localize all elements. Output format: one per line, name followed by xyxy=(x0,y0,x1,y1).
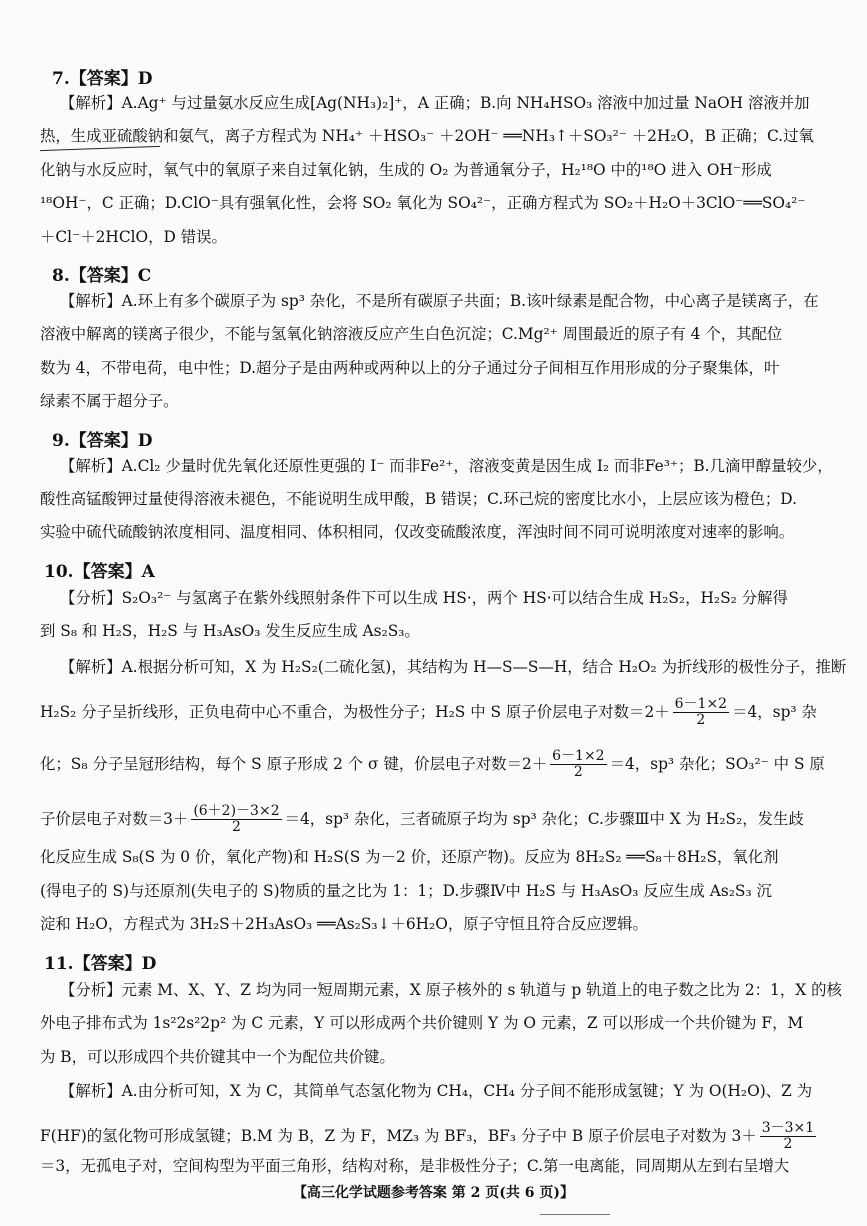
q7-answer-heading: 7.【答案】D xyxy=(52,69,153,89)
fraction-4: $\frac{3-3\times 1}{2}$ xyxy=(761,1120,815,1153)
q7-line-2: 热，生成亚硫酸钠和氨气，离子方程式为 NH₄⁺ ＋HSO₃⁻ ＋2OH⁻ ══NH₃↑＋SO₃²⁻ ＋2H₂O，B 正确；C.过氧 xyxy=(40,127,814,145)
q8-line-3: 数为 4，不带电荷，电中性；D.超分子是由两种或两种以上的分子通过分子间相互作用形成的分子聚集体，叶 xyxy=(40,359,780,377)
q10-explain-line-7: 淀和 H₂O，方程式为 3H₂S＋2H₃AsO₃ ══As₂S₃↓＋6H₂O，原子守恒且符合反应逻辑。 xyxy=(40,915,648,933)
q7-line-4: ¹⁸OH⁻，C 正确；D.ClO⁻具有强氧化性，会将 SO₂ 氧化为 SO₄²⁻，正确方程式为 SO₂＋H₂O＋3ClO⁻══SO₄²⁻ xyxy=(40,194,806,212)
q10-answer-heading: 10.【答案】A xyxy=(44,562,155,582)
q10-analysis-line-1: 【分析】S₂O₃²⁻ 与氢离子在紫外线照射条件下可以生成 HS·，两个 HS·可以结合生成 H₂S₂，H₂S₂ 分解得 xyxy=(60,589,788,607)
q11-analysis-line-2: 外电子排布式为 1s²2s²2p² 为 C 元素，Y 可以形成两个共价键则 Y 为 O 元素，Z 可以形成一个共价键为 F，M xyxy=(40,1014,804,1032)
q11-explain-line-3: ＝3，无孤电子对，空间构型为平面三角形，结构对称，是非极性分子；C.第一电离能，同周期从左到右呈增大 xyxy=(40,1157,790,1175)
fraction-3: $\frac{(6+2)-3\times 2}{2}$ xyxy=(193,803,280,836)
q8-answer-heading: 8.【答案】C xyxy=(52,266,152,286)
q10-analysis-line-2: 到 S₈ 和 H₂S，H₂S 与 H₃AsO₃ 发生反应生成 As₂S₃。 xyxy=(40,622,420,640)
pen-underline-mark xyxy=(40,146,160,151)
q8-line-1: 【解析】A.环上有多个碳原子为 sp³ 杂化，不是所有碳原子共面；B.该叶绿素是配合物，中心离子是镁离子，在 xyxy=(60,292,819,310)
q11-analysis-line-3: 为 B，可以形成四个共价键其中一个为配位共价键。 xyxy=(40,1048,395,1066)
q10-explain-line-5: 化反应生成 S₈(S 为 0 价，氧化产物)和 H₂S(S 为－2 价，还原产物)。反应为 8H₂S₂ ══S₈＋8H₂S，氧化剂 xyxy=(40,848,779,866)
q9-answer-heading: 9.【答案】D xyxy=(52,431,153,451)
q8-line-4: 绿素不属于超分子。 xyxy=(40,392,179,410)
q8-line-2: 溶液中解离的镁离子很少，不能与氢氧化钠溶液反应产生白色沉淀；C.Mg²⁺ 周围最近的原子有 4 个，其配位 xyxy=(40,325,783,343)
q11-explain-line-2: F(HF)的氢化物可形成氢键；B.M 为 B，Z 为 F，MZ₃ 为 BF₃，BF₃ 分子中 B 原子价层电子对数为 3＋ $\frac{3-3\times 1}{2}$ xyxy=(40,1120,815,1153)
q10-explain-line-2: H₂S₂ 分子呈折线形，正负电荷中心不重合，为极性分子；H₂S 中 S 原子价层电子对数＝2＋ $\frac{6-1\times 2}{2}$ ＝4，sp³ 杂 xyxy=(40,696,817,729)
fraction-1: $\frac{6-1\times 2}{2}$ xyxy=(674,696,728,729)
q9-line-3: 实验中硫代硫酸钠浓度相同、温度相同、体积相同，仅改变硫酸浓度，浑浊时间不同可说明浓度对速率的影响。 xyxy=(40,523,795,541)
fraction-2: $\frac{6-1\times 2}{2}$ xyxy=(552,748,605,781)
q11-answer-heading: 11.【答案】D xyxy=(44,954,157,974)
q7-line-3: 化钠与水反应时，氧气中的氧原子来自过氧化钠，生成的 O₂ 为普通氧分子，H₂¹⁸O 中的¹⁸O 进入 OH⁻形成 xyxy=(40,161,772,179)
q7-line-1: 【解析】A.Ag⁺ 与过量氨水反应生成[Ag(NH₃)₂]⁺，A 正确；B.向 NH₄HSO₃ 溶液中加过量 NaOH 溶液并加 xyxy=(60,94,810,112)
q11-explain-line-1: 【解析】A.由分析可知，X 为 C，其简单气态氢化物为 CH₄，CH₄ 分子间不能形成氢键；Y 为 O(H₂O)、Z 为 xyxy=(60,1082,813,1100)
q7-line-5: ＋Cl⁻＋2HClO，D 错误。 xyxy=(40,228,227,246)
footer-rule xyxy=(540,1214,610,1215)
q11-analysis-line-1: 【分析】元素 M、X、Y、Z 均为同一短周期元素，X 原子核外的 s 轨道与 p 轨道上的电子数之比为 2：1，X 的核 xyxy=(60,981,842,999)
q10-explain-line-3: 化；S₈ 分子呈冠形结构，每个 S 原子形成 2 个 σ 键，价层电子对数＝2＋ $\frac{6-1\times 2}{2}$ ＝4，sp³ 杂化；SO₃²⁻ 中 S 原 xyxy=(40,748,825,781)
q10-explain-line-4: 子价层电子对数＝3＋ $\frac{(6+2)-3\times 2}{2}$ ＝4，sp³ 杂化，三者硫原子均为 sp³ 杂化；C.步骤Ⅲ中 X 为 H₂S₂，发生歧 xyxy=(40,803,804,836)
q9-line-2: 酸性高锰酸钾过量使得溶液未褪色，不能说明生成甲酸，B 错误；C.环己烷的密度比水小，上层应该为橙色；D. xyxy=(40,490,797,508)
q10-explain-line-1: 【解析】A.根据分析可知，X 为 H₂S₂(二硫化氢)，其结构为 H—S—S—H，结合 H₂O₂ 为折线形的极性分子，推断 xyxy=(60,658,847,676)
page-footer: 【高三化学试题参考答案 第 2 页(共 6 页)】 xyxy=(292,1185,575,1201)
q9-line-1: 【解析】A.Cl₂ 少量时优先氧化还原性更强的 I⁻ 而非Fe²⁺，溶液变黄是因生成 I₂ 而非Fe³⁺；B.几滴甲醇量较少， xyxy=(60,457,833,475)
q10-explain-line-6: (得电子的 S)与还原剂(失电子的 S)物质的量之比为 1：1；D.步骤Ⅳ中 H₂S 与 H₃AsO₃ 反应生成 As₂S₃ 沉 xyxy=(40,882,772,900)
